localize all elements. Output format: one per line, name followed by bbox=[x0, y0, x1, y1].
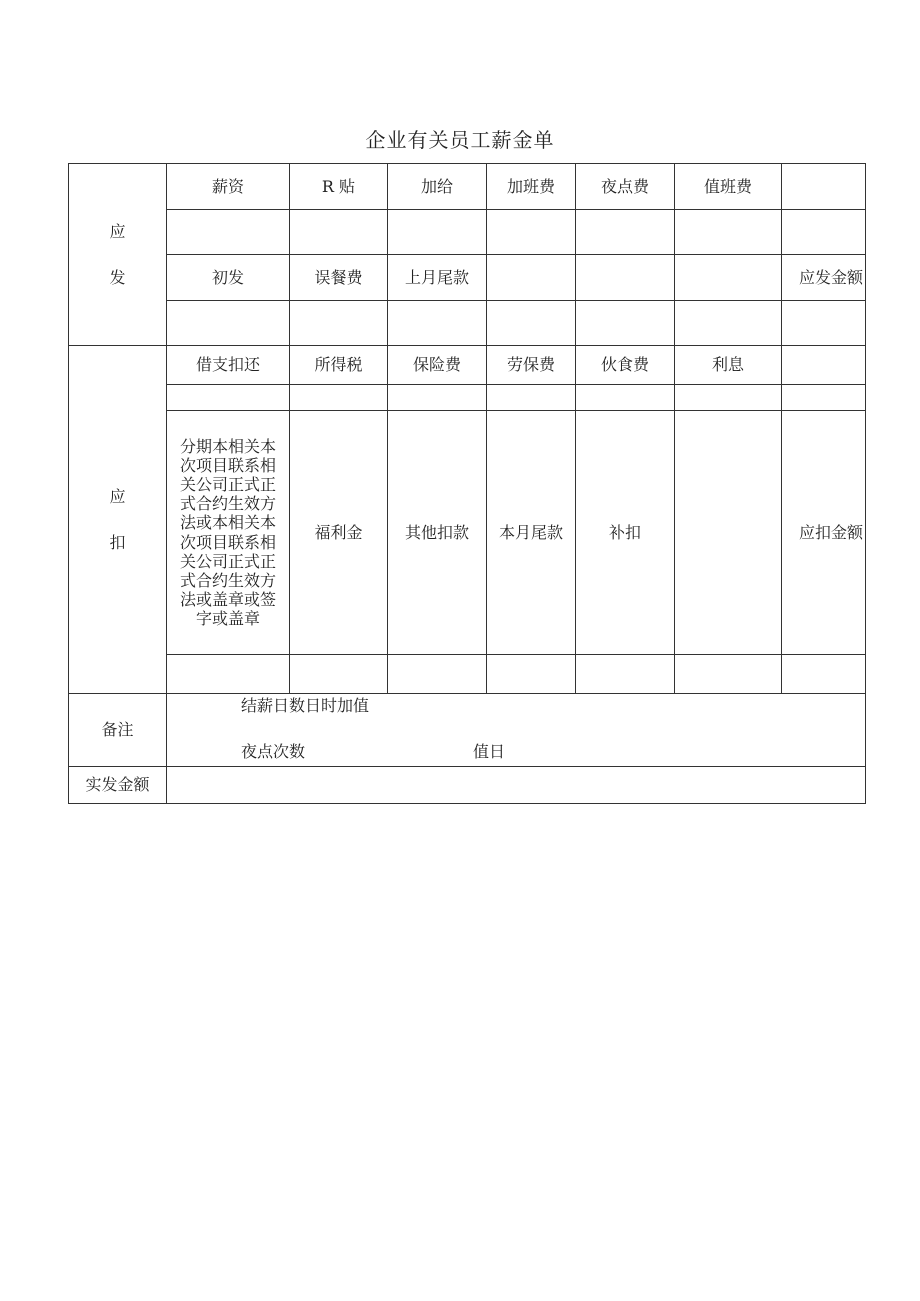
value-cell bbox=[782, 385, 866, 411]
cell-chufa: 初发 bbox=[167, 255, 290, 301]
value-cell bbox=[675, 655, 782, 694]
cell-huoshifei: 伙食费 bbox=[576, 346, 675, 385]
beizhu-label: 备注 bbox=[69, 694, 167, 767]
yingfa-value-row-1 bbox=[69, 210, 866, 255]
cell-bukou: 补扣 bbox=[576, 411, 675, 655]
cell-jiezhikouhuan: 借支扣还 bbox=[167, 346, 290, 385]
salary-table bbox=[68, 163, 866, 804]
cell-empty bbox=[782, 346, 866, 385]
value-cell bbox=[290, 385, 388, 411]
cell-yedianfei: 夜点费 bbox=[576, 164, 675, 210]
cell-empty bbox=[675, 411, 782, 655]
value-cell bbox=[487, 301, 576, 346]
cell-shangyueweikuan: 上月尾款 bbox=[388, 255, 487, 301]
value-cell bbox=[576, 385, 675, 411]
value-cell bbox=[167, 385, 290, 411]
cell-lixi: 利息 bbox=[675, 346, 782, 385]
page-title: 企业有关员工薪金单 bbox=[365, 128, 555, 152]
cell-yingkoujine: 应扣金额 bbox=[782, 411, 866, 655]
cell-suodeshui: 所得税 bbox=[290, 346, 388, 385]
cell-laobaofei: 劳保费 bbox=[487, 346, 576, 385]
value-cell bbox=[388, 210, 487, 255]
cell-wucanfei: 误餐费 bbox=[290, 255, 388, 301]
yingkou-header-row bbox=[69, 346, 866, 385]
yingfa-header-row-2 bbox=[69, 255, 866, 301]
value-cell bbox=[167, 301, 290, 346]
value-cell bbox=[782, 301, 866, 346]
cell-empty bbox=[782, 164, 866, 210]
shifa-label: 实发金额 bbox=[69, 767, 167, 804]
value-cell bbox=[782, 655, 866, 694]
value-cell bbox=[675, 301, 782, 346]
beizhu-yedian: 夜点次数 bbox=[241, 742, 306, 761]
cell-jiabanfei: 加班费 bbox=[487, 164, 576, 210]
cell-benyueweikuan: 本月尾款 bbox=[487, 411, 576, 655]
yingfa-header-row bbox=[69, 164, 866, 210]
beizhu-content bbox=[167, 694, 866, 767]
value-cell bbox=[388, 301, 487, 346]
value-cell bbox=[290, 210, 388, 255]
cell-xinzi: 薪资 bbox=[167, 164, 290, 210]
value-cell bbox=[388, 385, 487, 411]
value-cell bbox=[675, 385, 782, 411]
yingfa-label: 应 发 bbox=[69, 164, 167, 346]
shifa-value bbox=[167, 767, 866, 804]
value-cell bbox=[290, 655, 388, 694]
beizhu-line1: 结薪日数日时加值 bbox=[241, 696, 370, 715]
value-cell bbox=[675, 210, 782, 255]
value-cell bbox=[576, 655, 675, 694]
cell-empty bbox=[675, 255, 782, 301]
value-cell bbox=[167, 655, 290, 694]
cell-yingfajine: 应发金额 bbox=[782, 255, 866, 301]
value-cell bbox=[576, 210, 675, 255]
beizhu-row bbox=[69, 694, 866, 767]
cell-baoxianfei: 保险费 bbox=[388, 346, 487, 385]
value-cell bbox=[388, 655, 487, 694]
value-cell bbox=[167, 210, 290, 255]
cell-fenqi-long-text: 分期本相关本 次项目联系相 关公司正式正 式合约生效方 法或本相关本 次项目联系相 关公司正式正 式合约生效方 法或盖章或签 字或盖章 bbox=[167, 411, 290, 655]
beizhu-zhiri: 值日 bbox=[473, 742, 506, 761]
cell-empty bbox=[576, 255, 675, 301]
yingfa-value-row-2 bbox=[69, 301, 866, 346]
cell-zhibanfei: 值班费 bbox=[675, 164, 782, 210]
value-cell bbox=[487, 385, 576, 411]
yingkou-value-row-2 bbox=[69, 655, 866, 694]
cell-empty bbox=[487, 255, 576, 301]
value-cell bbox=[290, 301, 388, 346]
value-cell bbox=[487, 655, 576, 694]
value-cell bbox=[487, 210, 576, 255]
shifa-row bbox=[69, 767, 866, 804]
cell-jiagei: 加给 bbox=[388, 164, 487, 210]
cell-qitakoukuan: 其他扣款 bbox=[388, 411, 487, 655]
value-cell bbox=[576, 301, 675, 346]
yingkou-header-row-2 bbox=[69, 411, 866, 655]
yingkou-label: 应 扣 bbox=[69, 346, 167, 694]
yingkou-value-row-1 bbox=[69, 385, 866, 411]
cell-rtie: R 贴 bbox=[290, 164, 388, 210]
cell-fulijin: 福利金 bbox=[290, 411, 388, 655]
value-cell bbox=[782, 210, 866, 255]
